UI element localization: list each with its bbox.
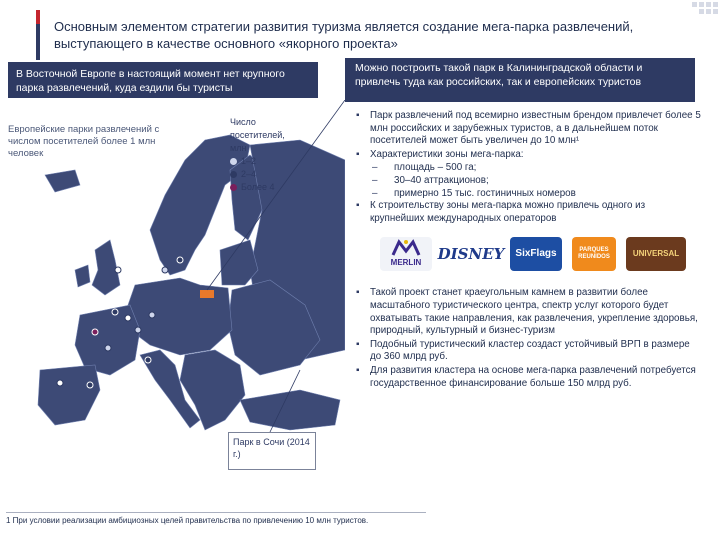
park-marker — [105, 345, 111, 351]
bullet-item: ▪ Для развития кластера на основе мега-парка развлечений потребуется государственное финансирование больше 150 млрд руб. — [352, 365, 702, 390]
legend-label: Более 4 — [241, 182, 275, 192]
legend-label: 2–4 — [241, 169, 257, 179]
legend-swatch-large — [230, 184, 237, 191]
park-marker — [87, 382, 93, 388]
map-turkey — [240, 390, 340, 430]
map-iceland — [45, 170, 80, 192]
park-marker — [115, 267, 121, 273]
merlin-logo: MERLIN — [380, 237, 432, 271]
legend-title: Число посетителей, млн — [230, 117, 285, 153]
bullet-item: ▪ К строительству зоны мега-парка можно привлечь одного из крупнейших международных операторов — [352, 200, 702, 225]
map-central-europe — [128, 278, 232, 355]
merlin-mark-icon — [391, 239, 421, 257]
park-marker — [177, 257, 183, 263]
sub-bullet-item: – площадь – 500 га; — [352, 162, 702, 175]
bullet-item: ▪ Характеристики зоны мега-парка: — [352, 149, 702, 162]
map-legend — [230, 116, 292, 194]
park-marker — [57, 380, 63, 386]
page-title: Основным элементом стратегии развития туризма является создание мега-парка развлечений, выступающего в качестве основного «якорного проекта» — [54, 19, 634, 51]
bullet-list — [352, 110, 702, 391]
map-ireland — [75, 265, 90, 287]
bullet-item: ▪ Подобный туристический кластер создаст устойчивый ВРП в размере до 360 млрд руб. — [352, 339, 702, 364]
footnote: 1 При условии реализации амбициозных целей правительства по привлечению 10 млн туристов. — [6, 516, 369, 525]
parques-reunidos-logo: PARQUES REUNIDOS — [572, 237, 616, 271]
kaliningrad-region — [200, 290, 214, 298]
park-marker — [112, 309, 118, 315]
sub-bullet-item: – 30–40 аттракционов; — [352, 175, 702, 188]
accent-bar-red — [36, 10, 40, 24]
park-marker — [92, 329, 98, 335]
legend-item — [230, 155, 292, 168]
corner-decoration — [690, 0, 720, 18]
sixflags-logo: SixFlags — [510, 237, 562, 271]
park-marker — [125, 315, 131, 321]
sochi-callout: Парк в Сочи (2014 г.) — [228, 432, 316, 470]
banner-eastern-europe: В Восточной Европе в настоящий момент нет крупного парка развлечений, куда ездили бы туристы — [8, 62, 318, 98]
bullet-item: ▪ Парк развлечений под всемирно известным брендом привлечет более 5 млн российских и зарубежных туристов, а в дальнейшем поток посетителей может быть увеличен до 10 млн¹ — [352, 110, 702, 148]
sub-bullet-item: – примерно 15 тыс. гостиничных номеров — [352, 188, 702, 201]
disney-logo: DISNEY — [437, 245, 505, 264]
legend-swatch-small — [230, 158, 237, 165]
banner-kaliningrad: Можно построить такой парк в Калининградской области и привлечь туда как российских, так и европейских туристов — [345, 58, 695, 102]
operator-logos — [380, 235, 702, 273]
universal-logo: UNIVERSAL — [626, 237, 686, 271]
park-marker — [135, 327, 141, 333]
footnote-divider — [6, 512, 426, 513]
legend-item — [230, 168, 292, 181]
legend-item — [230, 181, 292, 194]
legend-label: 1–2 — [241, 156, 257, 166]
park-marker — [162, 267, 168, 273]
map-iberia — [38, 365, 100, 425]
legend-swatch-medium — [230, 171, 237, 178]
park-marker — [145, 357, 151, 363]
park-marker — [149, 312, 155, 318]
bullet-item: ▪ Такой проект станет краеугольным камнем в развитии более масштабного туристического центра, спектр услуг которого будет охватывать такие направления, как развлечения, укрепление здоровья, природный, культурный и бизнес-туризм — [352, 287, 702, 337]
map-caption: Европейские парки развлечений с числом посетителей более 1 млн человек — [8, 124, 160, 159]
